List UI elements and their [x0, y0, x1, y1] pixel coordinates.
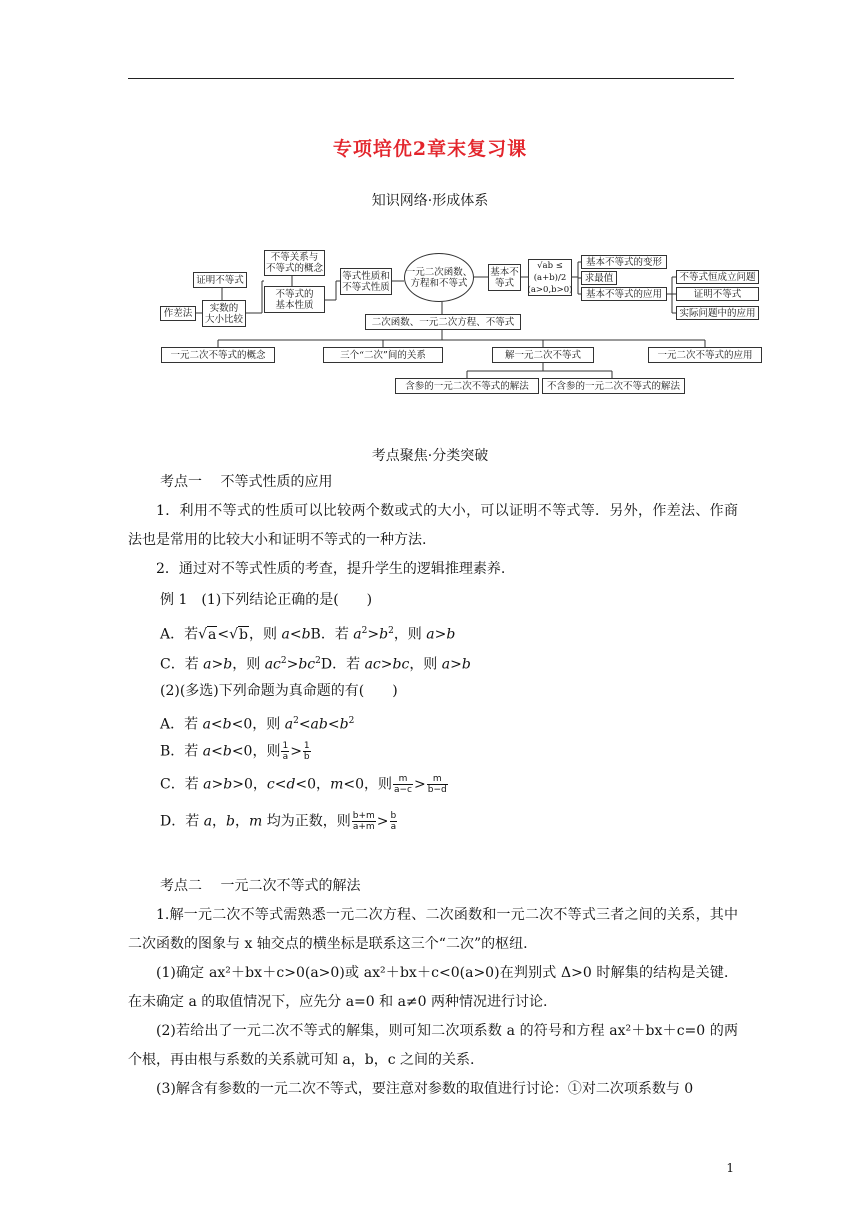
section-title-knowledge-network: 知识网络·形成体系: [371, 193, 489, 209]
node-solve-quadratic-inequality: 解一元二次不等式: [492, 347, 594, 363]
node-prove-inequality-left: 证明不等式: [193, 272, 247, 288]
kaodian2-paragraph-3: (2)若给出了一元二次不等式的解集，则可知二次项系数 a 的符号和方程 ax²＋bx＋c=0 的两个根，再由根与系数的关系就可知 a，b，c 之间的关系.: [128, 1023, 738, 1068]
node-inequality-basic-properties: 不等式的 基本性质: [264, 286, 325, 313]
node-basic-inequality-variants: 基本不等式的变形: [581, 255, 667, 269]
node-quadratic-inequality-concept: 一元二次不等式的概念: [161, 347, 275, 363]
example1-part2-option-c: C．若 a>b>0，c<d<0，m<0，则 $\frac{m}{a-c}$ > $\frac{m}{b-d}$: [160, 774, 447, 795]
node-inequality-concept: 不等关系与 不等式的概念: [265, 252, 323, 274]
kaodian1-paragraph-1: 1．利用不等式的性质可以比较两个数或式的大小，可以证明不等式等．另外，作差法、作商法也是常用的比较大小和证明不等式的一种方法.: [128, 503, 738, 548]
node-find-extrema: 求最值: [581, 271, 617, 285]
kaodian2-title: 一元二次不等式的解法: [220, 878, 361, 894]
example1-part2-option-a: A．若 a<b<0，则 $a^2<ab<b^2$: [160, 716, 355, 733]
example1-part2-option-d: D．若 a，b，m 均为正数，则 $\frac{b+m}{a+m}$ > $\frac{b}{a}$: [160, 811, 397, 832]
formula-condition: (a>0,b>0): [527, 284, 573, 295]
node-real-number-comparison: 实数的 大小比较: [202, 300, 246, 327]
node-quadratic-inequality-applications: 一元二次不等式的应用: [648, 347, 762, 363]
page-number: 1: [726, 1161, 734, 1175]
node-non-parametric-solution: 不含参的一元二次不等式的解法: [542, 378, 685, 394]
kaodian1-heading: [160, 472, 770, 492]
formula-main: √ab ≤ (a+b)/2: [533, 260, 567, 283]
kaodian2-paragraph-4: (3)解含有参数的一元二次不等式，要注意对参数的取值进行讨论：①对二次项系数与 0: [156, 1081, 694, 1097]
kaodian2-label: 考点二: [160, 878, 202, 894]
node-center-topic: 一元二次函数、 方程和不等式: [404, 253, 474, 302]
example1-title: 例 1 (1)下列结论正确的是( ): [160, 592, 373, 608]
node-equality-inequality-properties: 等式性质和 不等式性质: [340, 268, 392, 295]
node-subtraction-method: 作差法: [160, 306, 196, 321]
kaodian1-title: 不等式性质的应用: [220, 474, 333, 490]
kaodian2-paragraph-2: (1)确定 ax²＋bx＋c>0(a>0)或 ax²＋bx＋c<0(a>0)在判别式 Δ>0 时解集的结构是关键．在未确定 a 的取值情况下，应先分 a=0 和 a≠0 两种情况进行讨论.: [128, 965, 738, 1010]
kaodian1-label: 考点一: [160, 474, 202, 490]
node-basic-inequality-applications: 基本不等式的应用: [581, 287, 667, 301]
knowledge-network-diagram: [0, 0, 860, 420]
example1-part2-title: (2)(多选)下列命题为真命题的有( ): [160, 683, 398, 699]
kaodian1-paragraph-2: 2．通过对不等式性质的考查，提升学生的逻辑推理素养.: [156, 561, 506, 577]
node-basic-inequality-formula: [528, 259, 572, 296]
example1-part2-option-b: B．若 a<b<0，则 $\frac{1}{a}$ > $\frac{1}{b}$: [160, 741, 310, 762]
node-three-quadratics-relation: 三个“二次”间的关系: [323, 347, 443, 363]
kaodian2-heading: [160, 876, 770, 896]
example1-options-ab: A．若√a<√b，则 a<bB．若 $a^2>b^2$，则 a>b: [160, 626, 456, 643]
node-parametric-solution: 含参的一元二次不等式的解法: [395, 378, 539, 394]
node-quadratic-topics: 二次函数、一元二次方程、不等式: [365, 314, 521, 330]
node-practical-applications: 实际问题中的应用: [676, 306, 759, 320]
node-prove-inequality-right: 证明不等式: [676, 287, 759, 301]
kaodian2-paragraph-1: 1.解一元二次不等式需熟悉一元二次方程、二次函数和一元二次不等式三者之间的关系，其中二次函数的图象与 x 轴交点的横坐标是联系这三个“二次”的枢纽.: [128, 907, 738, 952]
section-title-key-points: 考点聚焦·分类突破: [371, 448, 489, 464]
node-always-holds-problem: 不等式恒成立问题: [676, 270, 759, 284]
node-basic-inequality: 基本不 等式: [488, 264, 521, 291]
example1-options-cd: C．若 a>b，则 $ac^2>bc^2D$．若 ac>bc，则 a>b: [160, 656, 471, 673]
page-title: 专项培优2章末复习课: [332, 138, 528, 160]
